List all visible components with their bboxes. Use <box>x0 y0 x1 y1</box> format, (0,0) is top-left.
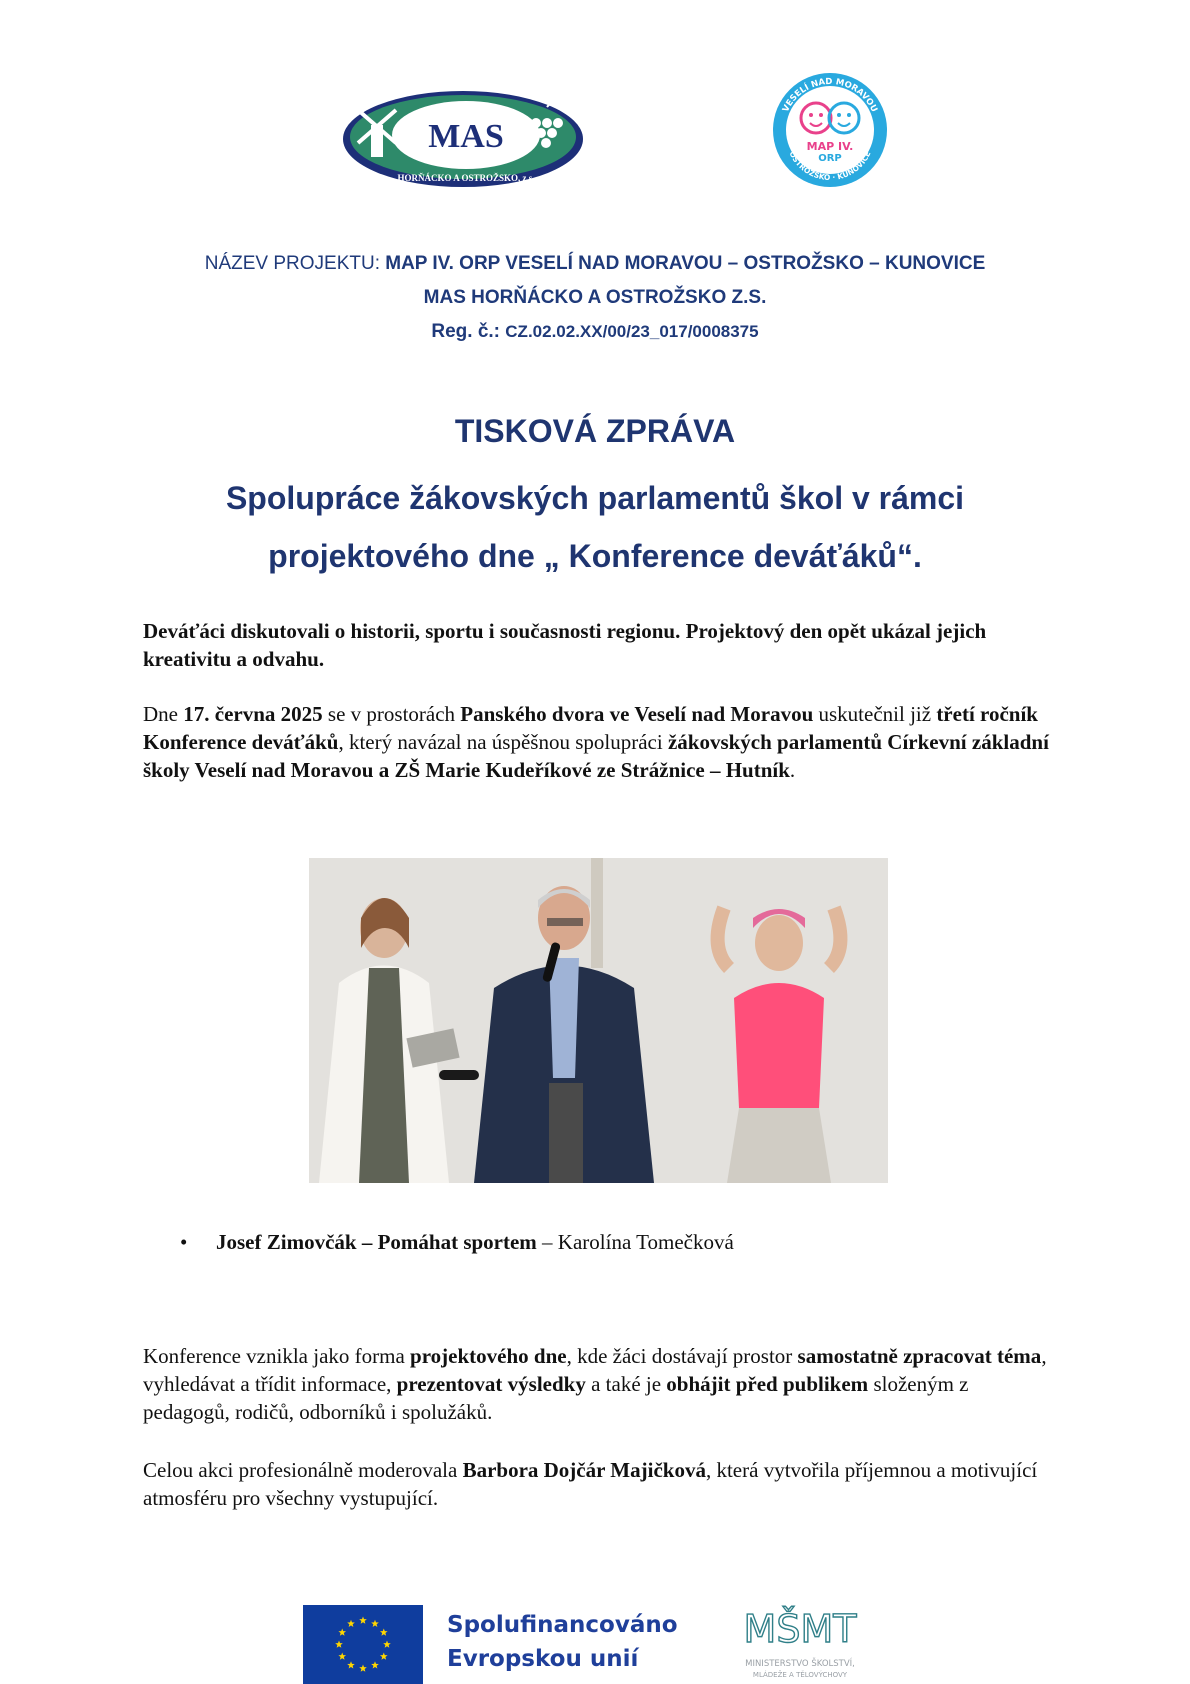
project-label: NÁZEV PROJEKTU: <box>204 253 380 274</box>
caption-title: Josef Zimovčák – Pomáhat sportem <box>216 1230 537 1254</box>
bullet-icon: • <box>180 1230 188 1254</box>
photo-caption <box>180 1230 1080 1255</box>
lead-paragraph: Deváťáci diskutovali o historii, sportu i současnosti regionu. Projektový den opět ukázal jejich kreativitu a odvahu. <box>143 619 987 671</box>
mas-logo-subtext: HORŇÁCKO A OSTROŽSKO, z.s. <box>397 173 535 183</box>
project-name: MAP IV. ORP VESELÍ NAD MORAVOU – OSTROŽSKO – KUNOVICE <box>385 253 986 274</box>
eu-text-line-1: Spolufinancováno <box>447 1612 678 1638</box>
map-logo-arc-bottom: OSTROŽSKO · KUNOVICE <box>787 149 873 183</box>
organization-name: MAS HORŇÁCKO A OSTROŽSKO Z.S. <box>423 287 767 308</box>
moderator-paragraph: Celou akci profesionálně moderovala Barbora Dojčár Majičková, která vytvořila příjemnou a motivující atmosféru pro všechny vystupující. <box>143 1458 1038 1510</box>
concept-paragraph: Konference vznikla jako forma projektového dne, kde žáci dostávají prostor samostatně zpracovat téma, vyhledávat a třídit informace, prezentovat výsledky a také je obhájit před publikem složeným z pedagogů, rodičů, odborníků i spolužáků. <box>143 1344 1047 1424</box>
caption-author: – Karolína Tomečková <box>536 1230 734 1254</box>
eu-cofinanced-text <box>447 1608 678 1676</box>
registration-line <box>0 321 1190 343</box>
headline-line-2: projektového dne „ Konference deváťáků“. <box>268 538 922 574</box>
mas-logo-text: MAS <box>428 118 504 155</box>
intro-paragraph: Dne 17. června 2025 se v prostorách Panského dvora ve Veselí nad Moravou uskutečnil již třetí ročník Konference deváťáků, který navázal na úspěšnou spolupráci žákovských parlamentů Církevní základní školy Veselí nad Moravou a ZŠ Marie Kudeříkové ze Strážnice – Hutník. <box>143 702 1049 782</box>
msmt-line-1: MINISTERSTVO ŠKOLSTVÍ, <box>745 1659 855 1669</box>
msmt-line-2: MLÁDEŽE A TĚLOVÝCHOVY <box>752 1671 848 1679</box>
project-name-line <box>0 253 1190 275</box>
msmt-logo <box>715 1600 885 1683</box>
map-logo-title: MAP IV. <box>806 140 854 153</box>
eu-flag-icon <box>303 1605 423 1684</box>
mas-logo <box>338 85 588 192</box>
msmt-mark: MŠMT <box>743 1607 857 1651</box>
headline-line-1: Spolupráce žákovských parlamentů škol v rámci <box>225 480 965 516</box>
registration-number: CZ.02.02.XX/00/23_017/0008375 <box>505 322 759 341</box>
press-release-title: TISKOVÁ ZPRÁVA <box>454 413 736 449</box>
map-logo <box>770 70 890 190</box>
eu-text-line-2: Evropskou unií <box>447 1646 639 1672</box>
map-logo-arc-top: VESELÍ NAD MORAVOU <box>781 76 879 114</box>
event-photo <box>309 858 888 1183</box>
map-logo-subtitle: ORP <box>818 153 842 164</box>
registration-label: Reg. č.: <box>431 321 500 342</box>
